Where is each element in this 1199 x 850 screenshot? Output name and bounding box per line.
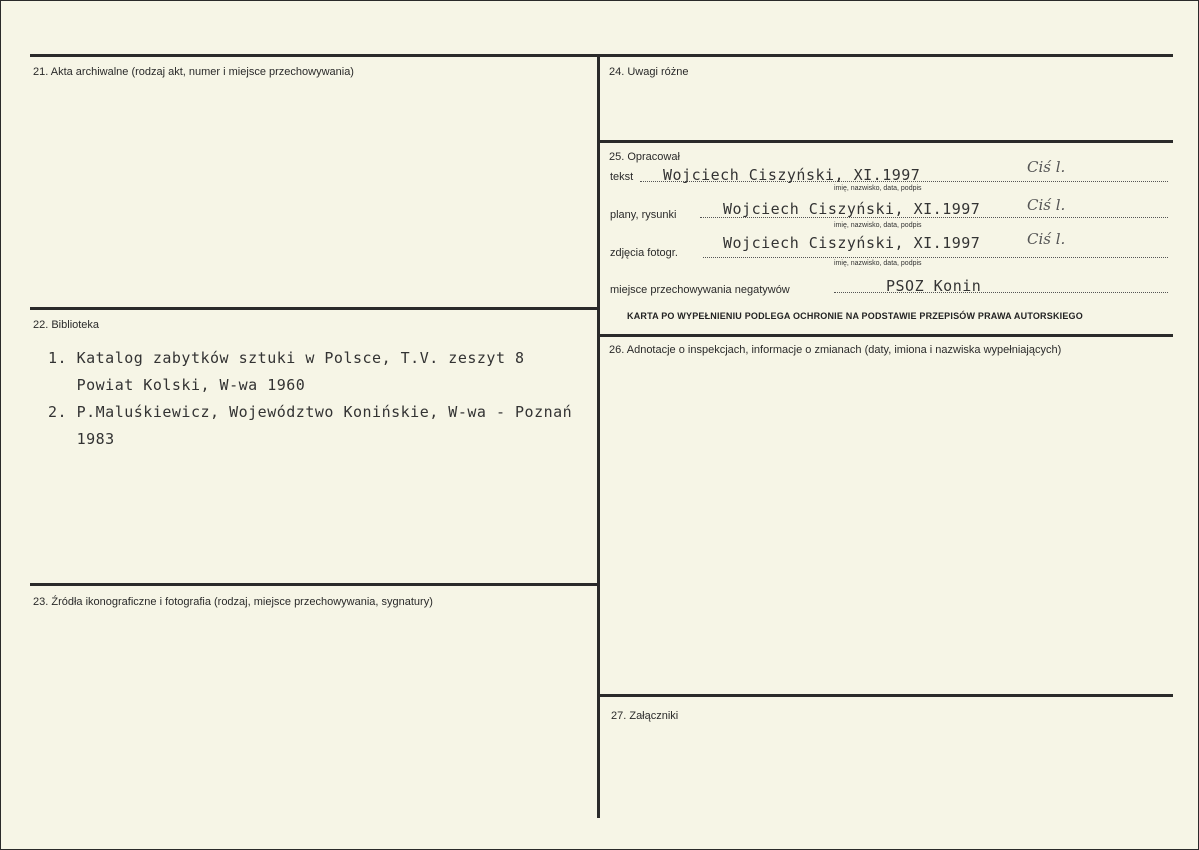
zdjecia-value: Wojciech Ciszyński, XI.1997: [723, 234, 981, 252]
zdjecia-caption: imię, nazwisko, data, podpis: [834, 260, 922, 267]
plany-value: Wojciech Ciszyński, XI.1997: [723, 200, 981, 218]
plany-label: plany, rysunki: [610, 209, 677, 221]
rule-22-23: [30, 583, 599, 586]
field-23-label: 23. Źródła ikonograficzne i fotografia (rodzaj, miejsce przechowywania, sygnatury): [33, 596, 433, 608]
plany-signature: Ciś l.: [1027, 196, 1066, 214]
top-rule: [30, 54, 1173, 57]
field-26-label: 26. Adnotacje o inspekcjach, informacje o zmianach (daty, imiona i nazwiska wypełniających): [609, 344, 1062, 356]
negatywy-dotted-line: [834, 292, 1168, 293]
biblioteka-line-2: Powiat Kolski, W-wa 1960: [48, 376, 306, 394]
tekst-caption: imię, nazwisko, data, podpis: [834, 185, 922, 192]
field-24-label: 24. Uwagi różne: [609, 66, 689, 78]
copyright-notice: KARTA PO WYPEŁNIENIU PODLEGA OCHRONIE NA PODSTAWIE PRZEPISÓW PRAWA AUTORSKIEGO: [627, 311, 1083, 321]
rule-26-27: [599, 694, 1173, 697]
tekst-signature: Ciś l.: [1027, 158, 1066, 176]
plany-caption: imię, nazwisko, data, podpis: [834, 222, 922, 229]
field-27-label: 27. Załączniki: [611, 710, 679, 722]
biblioteka-line-1: 1. Katalog zabytków sztuki w Polsce, T.V. zeszyt 8: [48, 349, 525, 367]
center-divider: [597, 54, 600, 818]
field-21-label: 21. Akta archiwalne (rodzaj akt, numer i miejsce przechowywania): [33, 66, 354, 78]
tekst-value: Wojciech Ciszyński, XI.1997: [663, 166, 921, 184]
negatywy-value: PSOZ Konin: [886, 277, 982, 295]
zdjecia-signature: Ciś l.: [1027, 230, 1066, 248]
negatywy-label: miejsce przechowywania negatywów: [610, 284, 790, 296]
field-22-label: 22. Biblioteka: [33, 319, 100, 331]
zdjecia-label: zdjęcia fotogr.: [610, 247, 678, 259]
rule-25-26: [599, 334, 1173, 337]
field-25-label: 25. Opracował: [609, 151, 680, 163]
tekst-label: tekst: [610, 171, 634, 183]
rule-21-22: [30, 307, 599, 310]
zdjecia-dotted-line: [703, 257, 1168, 258]
rule-24-25: [599, 140, 1173, 143]
biblioteka-line-3: 2. P.Maluśkiewicz, Województwo Konińskie, W-wa - Poznań: [48, 403, 573, 421]
biblioteka-line-4: 1983: [48, 430, 115, 448]
